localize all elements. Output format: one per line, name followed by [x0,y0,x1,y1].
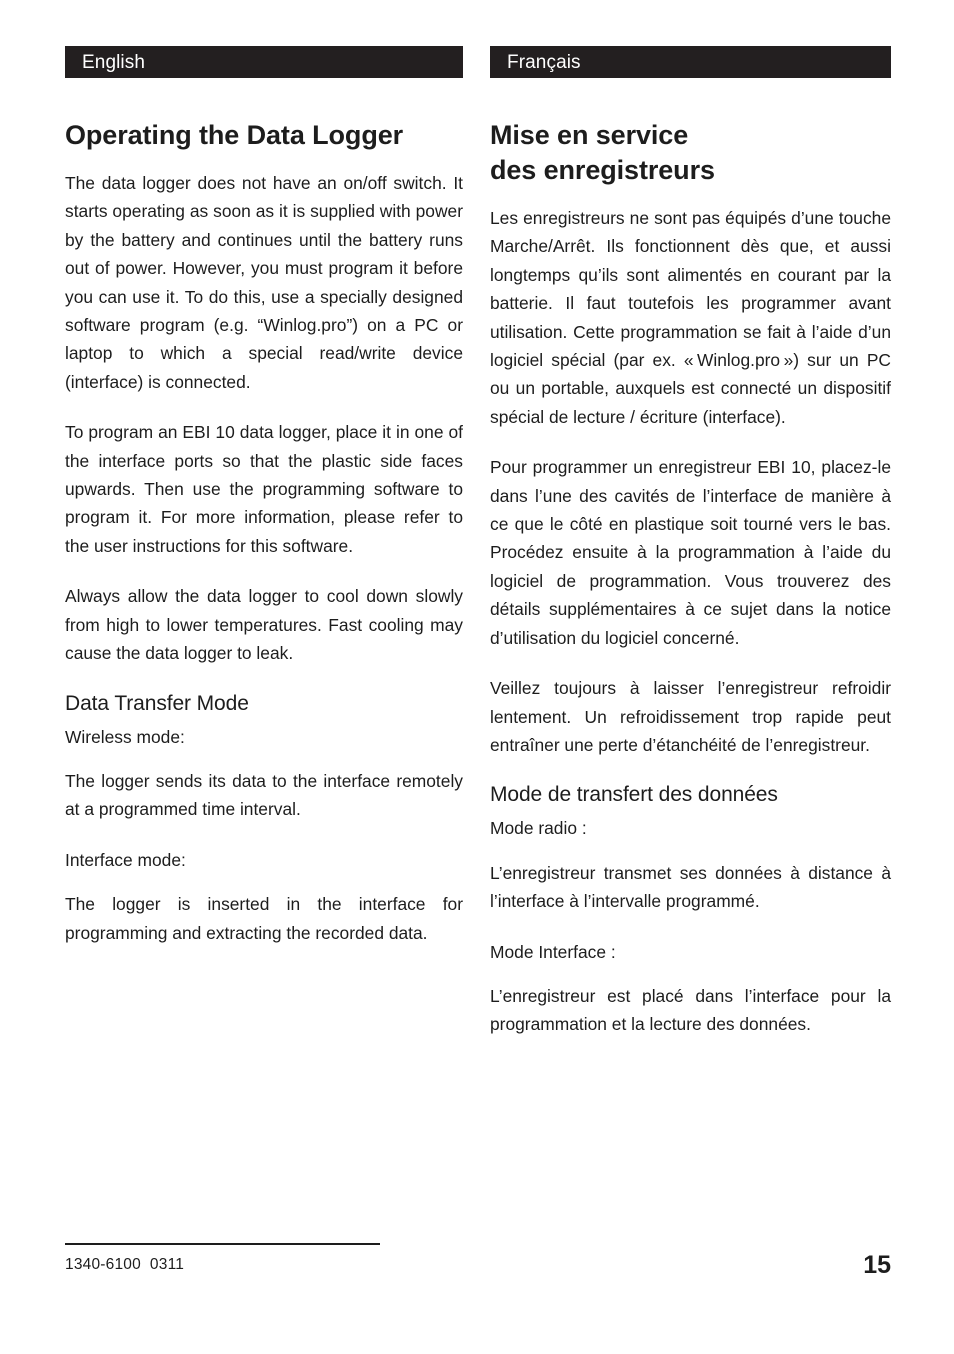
paragraph-francais-3: Veillez toujours à laisser l’enregistreur refroidir lentement. Un refroidissement trop rapide peut entraîner une perte d’étanchéité de l’enregistreur. [490,678,891,755]
column-francais [490,118,891,1039]
paragraph-english-3: Always allow the data logger to cool down slowly from high to lower temperatures. Fast cooling may cause the data logger to leak. [65,586,463,664]
language-banner-english [65,46,463,78]
mode-label-english-wireless: Wireless mode: [65,726,185,747]
language-label-english: English [82,51,146,73]
mode-text-english-wireless: The logger sends its data to the interface remotely at a programmed time interval. [65,770,463,820]
page-title-english [65,118,463,153]
subsection-heading-english: Data Transfer Mode [65,691,249,715]
subsection-heading-francais: Mode de transfert des données [490,783,778,807]
paragraph-francais-1: Les enregistreurs ne sont pas équipés d’une touche Marche/Arrêt. Ils fonctionnent dès que, et aussi longtemps qu’ils sont alimentés en courant par la batterie. Il faut toutefois les programmer avant utilisation. Cette programmation se fait à l’aide d’un logiciel spécial (par ex. « Winlog.pro ») sur un PC ou un portable, auxquels est connecté un dispositif spécial de lecture / écriture (interface). [490,208,891,427]
page-title-francais [490,118,891,188]
footer-document-code: 1340-6100 0311 [65,1256,185,1273]
mode-text-francais-radio: L’enregistreur transmet ses données à distance à l’interface à l’intervalle programmé. [490,862,891,912]
footer-divider-rule [65,1243,380,1245]
language-banner-francais [490,46,891,78]
paragraph-english-1: The data logger does not have an on/off switch. It starts operating as soon as it is supplied with power by the battery and continues until the battery runs out of power. However, you must program it before you can use it. To do this, use a specially designed software program (e.g. “Winlog.pro”) on a PC or laptop to which a special read/write device (interface) is connected. [65,173,463,392]
paragraph-english-2: To program an EBI 10 data logger, place it in one of the interface ports so that the plastic side faces upwards. Then use the programming software to program it. For more information, please refer to the user instructions for this software. [65,422,463,556]
column-english [65,118,463,947]
page-title-english-line1: Operating the Data Logger [65,120,404,150]
mode-label-english-interface: Interface mode: [65,849,186,870]
page-title-francais-line1: Mise en service [490,120,689,150]
paragraph-francais-2: Pour programmer un enregistreur EBI 10, placez-le dans l’une des cavités de l’interface de manière à ce que le côté en plastique soit tourné vers le bas. Procédez ensuite à la programmation à l’aide du logiciel de programmation. Vous trouverez des détails supplémentaires à ce sujet dans la notice d’utilisation du logiciel concerné. [490,457,891,648]
page-title-francais-line2: des enregistreurs [490,155,715,185]
page-number: 15 [863,1251,891,1279]
mode-text-francais-interface: L’enregistreur est placé dans l’interface pour la programmation et la lecture des données. [490,985,891,1035]
mode-label-francais-interface: Mode Interface : [490,941,616,962]
mode-text-english-interface: The logger is inserted in the interface for programming and extracting the recorded data. [65,894,463,943]
language-label-francais: Français [507,51,581,73]
mode-label-francais-radio: Mode radio : [490,818,587,839]
